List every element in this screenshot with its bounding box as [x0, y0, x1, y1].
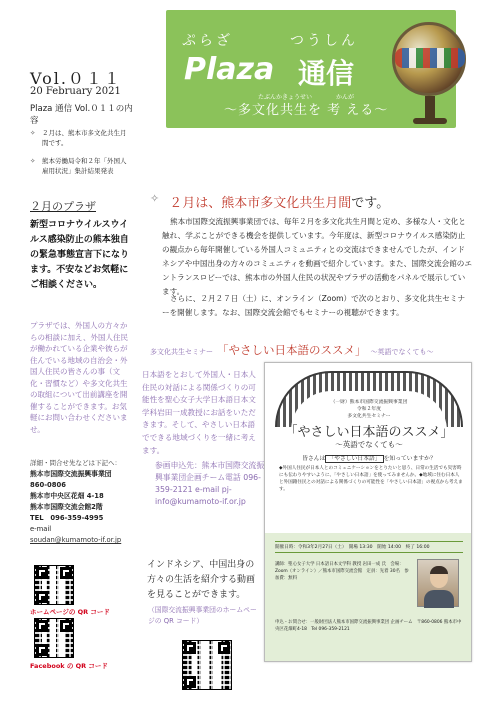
- sidebar-note: プラザでは、外国人の方々からの相談に加え、外国人住民が働かれている企業や彼らが住んでいる地域の自治会・外国人住民の皆さんの事（文化・習慣など）や多文化共生の取組について出前講座を開催することができます。お気軽にお問い合わせくださいませ。: [30, 321, 128, 434]
- globe-stand: [425, 96, 435, 120]
- sidebar-text: 新型コロナウイルスウイルス感染防止の熊本独自の緊急事態宣言下になります。不安などお気軽にご相談ください。: [30, 220, 130, 290]
- contact-org: 熊本市国際交流振興事業団: [30, 470, 112, 478]
- february-plaza-box: [30, 198, 130, 293]
- issue-date: 20 February 2021: [30, 86, 121, 97]
- contents-title: Plaza 通信 Vol.０１１の内容: [30, 104, 133, 126]
- sidebar-title: ２月のプラザ: [30, 200, 96, 213]
- sparkle-icon: ✧: [150, 192, 160, 205]
- flyer-date-bar: 開催日時：令和3年2月27日（土） 開場 13:30 開始 14:00 終了 16:00: [275, 541, 463, 553]
- contact-email[interactable]: soudan@kumamoto-if.or.jp: [30, 536, 122, 544]
- flyer-contact: 申込・お問合せ：一般財団法人熊本市国際交流振興事業団 企画チーム 〒860-0806 熊本市中央区花畑町4-18 Tel 096-359-2121: [275, 620, 462, 632]
- contact-building: 熊本市国際交流会館2階: [30, 503, 103, 511]
- furigana-plaza: ぷらざ: [182, 33, 233, 49]
- video-intro-text: インドネシア、中国出身の方々の生活を紹介する動画を見ることができます。: [147, 560, 256, 600]
- toc-item-text: 熊本労働局令和２年「外国人雇用状況」集計結果発表: [42, 157, 127, 175]
- newsletter-subtitle: ～多文化共生を 考 える～: [224, 103, 389, 118]
- facebook-qr-code[interactable]: [34, 618, 74, 658]
- contact-info: [30, 458, 142, 546]
- main-paragraph-2: さらに、２月２７日（土）に、オンライン（Zoom）で次のとおり、多文化共生セミナーを開催します。なお、国際交流会館でもセミナーの視聴ができます。: [162, 294, 466, 317]
- main-heading-rest: です。: [351, 196, 390, 211]
- flyer-question-post: を知っていますか？: [383, 456, 436, 462]
- plaza-logo: Plaza: [184, 52, 275, 87]
- contact-address: 熊本市中央区花畑 4-18: [30, 492, 104, 500]
- video-qr-note: （国際交流振興事業団のホームページの QR コード）: [148, 606, 257, 625]
- toc-item-text: ２月は、熊本市多文化共生月間です。: [42, 129, 127, 147]
- flyer-subtitle: ～英語でなくても～: [335, 440, 403, 449]
- flyer-title: 「やさしい日本語のススメ」: [284, 425, 454, 440]
- issue-volume: Vol.０１１: [30, 69, 122, 88]
- flyer-question-boxed: 「やさしい日本語」: [325, 455, 383, 463]
- main-heading-red: ２月は、熊本市多文化共生月間: [169, 196, 352, 211]
- video-qr-code[interactable]: [182, 640, 232, 690]
- flyer-question-pre: 皆さんは: [302, 456, 326, 462]
- flyer-body: ◆外国人住民が日本人とのコミュニケーションをとりたいと思う、日常の生活でも災害時にも伝わりやすいように、「やさしい日本語」を使ってみませんか。◆地域に住む日本人と外国籍住民との対話による関係づくりの可能性を「やさしい日本語」の視点から考えます。: [279, 466, 463, 492]
- toc-item[interactable]: [30, 156, 130, 176]
- flyer-question: [265, 453, 472, 462]
- contact-zip: 860-0806: [30, 481, 66, 489]
- flyer-organizer: （一財）熊本市国際交流振興事業団 令和２年度 多文化共生セミナー: [330, 400, 408, 419]
- seminar-title-line: [150, 342, 470, 358]
- flyer-details: 講師：聖心女子大学 日本語日本文学科 教授 岩田一成 氏 会場：Zoom（オンライン）／熊本市国際交流会館 定員：先着 30名 参加費：無料: [275, 562, 409, 581]
- tsushin-title: 通信: [298, 57, 355, 90]
- sparkle-icon: ✧: [30, 157, 36, 165]
- toc-item[interactable]: [30, 128, 130, 148]
- facebook-qr-label: Facebook の QR コード: [30, 662, 108, 670]
- contact-tel: TEL 096-359-4995: [30, 514, 104, 522]
- seminar-title: 「やさしい日本語のススメ」: [217, 343, 367, 357]
- contact-head: 詳細・問合せ先などは下記へ：: [30, 459, 121, 467]
- contact-email-label: e-mail: [30, 525, 52, 533]
- seminar-suffix: ～英語でなくても～: [370, 348, 434, 356]
- application-contact: 参画申込先：熊本市国際交流振興事業団企画チーム電話 096-359-2121 e-mail pj-info@kumamoto-if.or.jp: [155, 461, 265, 506]
- homepage-qr-label: ホームページの QR コード: [30, 608, 110, 616]
- subtitle-ruby: たぶんかきょうせい かんが: [258, 94, 355, 101]
- globe-base: [413, 118, 447, 124]
- seminar-description: 日本語をとおして外国人・日本人住民の対話による関係づくりの可能性を聖心女子大学日本語日本文学科岩田一成教授にお話をいただきます。そして、やさしい日本語でできる地域づくりを一緒に考えます。: [142, 370, 256, 455]
- furigana-tsushin: つうしん: [290, 33, 358, 49]
- sparkle-icon: ✧: [30, 129, 36, 137]
- seminar-flyer: [264, 362, 472, 662]
- lecturer-photo: [417, 559, 459, 607]
- flags-band: [395, 48, 465, 68]
- main-heading: [150, 192, 389, 211]
- seminar-prefix: 多文化共生セミナー: [150, 348, 213, 356]
- table-of-contents: [30, 128, 130, 184]
- main-paragraph-1: 熊本市国際交流振興事業団では、毎年２月を多文化共生月間と定め、多様な人・文化と触れ、学ぶことができる機会を提供しています。今年度は、新型コロナウイルス感染防止の観点から毎年開催している外国人コミュニティとの交流はできませんでしたが、インドネシアや中国出身の方々のコミュニティを動画で紹介しています。また、国際交流会館のエントランスロビーでは、熊本市の外国人住民の状況やプラザの活動をパネルで展示しています。: [162, 217, 472, 296]
- homepage-qr-code[interactable]: [34, 565, 74, 605]
